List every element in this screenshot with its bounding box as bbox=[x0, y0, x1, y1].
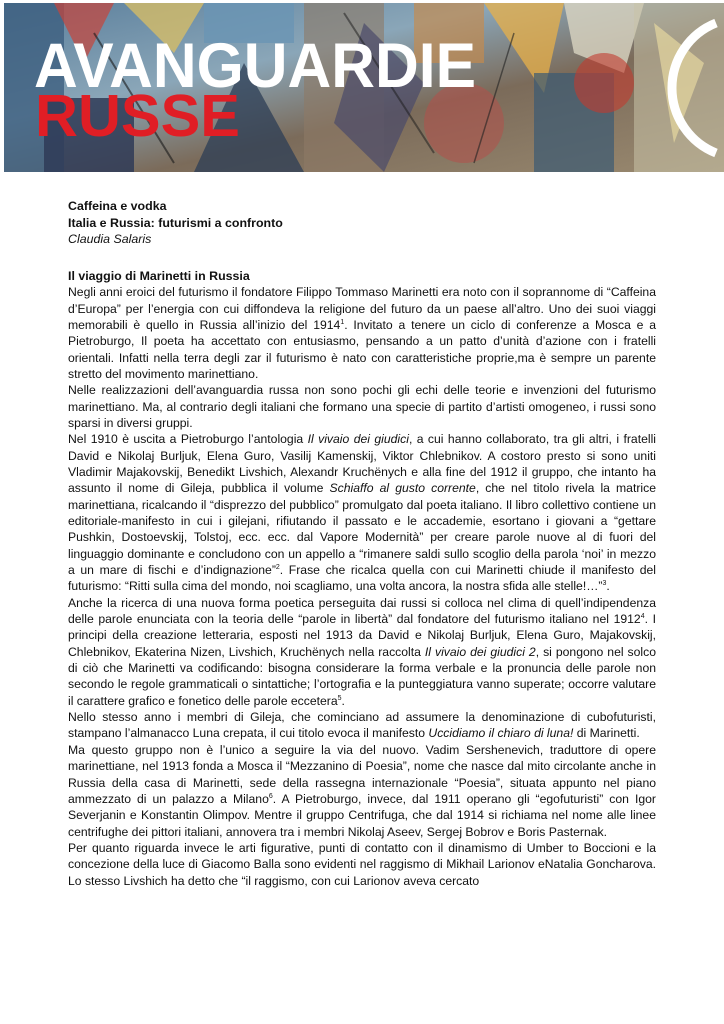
article-text bbox=[68, 284, 656, 889]
text-run: , si pongono nel solco di ciò che Marinetti va codificando: bisogna considerare la forma verbale e la pronuncia delle parole non secondo le regole grammaticali o sintattiche; l’ortografia e la punteggiatura vanno superate; occorre valutare il carattere grafico e fonetico delle parole eccetera bbox=[68, 644, 656, 708]
book-title: Schiaffo al gusto corrente bbox=[329, 481, 476, 496]
text-run: Negli anni eroici del futurismo il fondatore Filippo Tommaso Marinetti era noto con il soprannome di “Caffeina d’Europa” per l’energia con cui diffondeva la religione del futuro da un paese all’altro. Uno dei suoi viaggi memorabili è quello in Russia all’inizio del 1914 bbox=[68, 285, 656, 332]
footnote-ref: 4 bbox=[640, 613, 645, 621]
text-run: . Frase che ricalca quella con cui Marinetti chiude il manifesto del futurismo: “Ritti sulla cima del mondo, noi scagliamo, una volta ancora, la nostra sfida alle stelle!…” bbox=[68, 563, 656, 594]
paragraph-5 bbox=[68, 709, 656, 742]
book-title: Uccidiamo il chiaro di luna! bbox=[428, 726, 574, 741]
text-run: . bbox=[341, 693, 345, 708]
article-title: Caffeina e vodka bbox=[68, 199, 167, 213]
text-run: Anche la ricerca di una nuova forma poetica perseguita dai russi si colloca nel clima di quell’indipendenza delle parole enunciata con la teoria delle “parole in libertà” dal fondatore del futurismo italiano nel 1912 bbox=[68, 595, 656, 627]
text-run: . A Pietroburgo, invece, dal 1911 operano gli “egofuturisti” con Igor Severjanin e Konstantin Olimpov. Mentre il gruppo Centrifuga, che dal 1914 si richiama nel nome alle linee centrifughe dei pittori italiani, annovera tra i membri Nikolaj Aseev, Sergej Bobrov e Boris Pasternak. bbox=[68, 791, 656, 839]
text-run: . bbox=[606, 579, 610, 594]
paragraph-6 bbox=[68, 742, 656, 840]
footnote-ref: 1 bbox=[340, 318, 345, 326]
banner-title-line1: AVANGUARDIE bbox=[34, 31, 476, 101]
footnote-ref: 5 bbox=[337, 694, 342, 702]
book-title: Il vivaio dei giudici 2 bbox=[424, 644, 536, 659]
text-run: Nello stesso anno i membri di Gileja, che cominciano ad assumere la denominazione di cubofuturisti, stampano l’almanacco Luna crepata, il cui titolo evoca il manifesto bbox=[68, 710, 656, 741]
footnote-ref: 2 bbox=[275, 564, 280, 572]
header-banner bbox=[4, 3, 724, 172]
paragraph-2: Nelle realizzazioni dell’avanguardia russa non sono pochi gli echi delle teorie e invenzioni del futurismo marinettiano. Ma, al contrario degli italiani che formano una specie di partito d’artisti omogeneo, i russi sono sparsi in diversi gruppi. bbox=[68, 383, 656, 430]
paragraph-3 bbox=[68, 431, 656, 594]
banner-title-line2: RUSSE bbox=[35, 83, 240, 149]
text-run: di Marinetti. bbox=[573, 726, 640, 741]
paragraph-1 bbox=[68, 284, 656, 382]
article-subtitle: Italia e Russia: futurismi a confronto bbox=[68, 215, 283, 230]
article-header bbox=[68, 198, 656, 248]
text-run: Ma questo gruppo non è l’unico a seguire la via del nuovo. Vadim Sershenevich, traduttore di opere marinettiane, nel 1913 fonda a Mosca il “Mezzanino di Poesia”, nome che nasce dal mito circolante anche in Russia della casa di Marinetti, sede della rassegna internazionale “Poesia”, situata appunto nel piano ammezzato di un palazzo a Milano bbox=[68, 742, 656, 806]
paragraph-4 bbox=[68, 595, 656, 709]
footnote-ref: 6 bbox=[268, 792, 273, 800]
document-body bbox=[68, 198, 656, 889]
article-author: Claudia Salaris bbox=[68, 232, 152, 247]
text-run: Nel 1910 è uscita a Pietroburgo l’antologia bbox=[68, 432, 308, 447]
kandinsky-painting-image bbox=[4, 3, 724, 172]
text-run: , che nel titolo rivela la matrice marinettiana, ricalcando il “disprezzo del pubblico” promulgato dal poeta italiano. Il libro collettivo contiene un editoriale-manifesto in cui i gilejani, rifiutando il passato e le accademie, esortano i giovani a “gettare Pushkin, Dostoevskij, Tolstoj, ecc. ecc. dal Vapore Modernità” per creare parole nuove al di fuori del linguaggio dominante e concludono con un appello a “rimanere saldi sullo scoglio della parola ‘noi’ in mezzo a un mare di fischi e d’indignazione” bbox=[68, 481, 656, 578]
text-run: , a cui hanno collaborato, tra gli altri, i fratelli David e Nikolaj Burljuk, Elena Guro, Vasilij Kamenskij, Viktor Chlebnikov. A costoro presto si sono uniti Vladimir Majakovskij, Benedikt Livshich, Alexandr Kruchënych e alla fine del 1912 il gruppo, che intanto ha assunto il nome di Gileja, pubblica il volume bbox=[68, 432, 656, 496]
footnote-ref: 3 bbox=[602, 580, 607, 588]
paragraph-7: Per quanto riguarda invece le arti figurative, punti di contatto con il dinamismo di Umber to Boccioni e la concezione della luce di Giacomo Balla sono evidenti nel raggismo di Mikhail Larionov eNatalia Goncharova. Lo stesso Livshich ha detto che “il raggismo, con cui Larionov aveva cercato bbox=[68, 840, 656, 888]
book-title: Il vivaio dei giudici bbox=[307, 432, 409, 447]
text-run: . I principi della creazione letteraria, esposti nel 1913 da David e Nikolaj Burljuk, Elena Guro, Majakovskij, Chlebnikov, Ekaterina Nizen, Livshich, Kruchënych nella raccolta bbox=[68, 612, 656, 659]
section-title: Il viaggio di Marinetti in Russia bbox=[68, 268, 250, 283]
text-run: . Invitato a tenere un ciclo di conferenze a Mosca e a Pietroburgo, Il poeta ha accettato con entusiasmo, pensando a un patto d’unità d’azione con i fratelli orientali. Infatti nella terra degli zar il futurismo è nato con caratteristiche proprie,ma è sempre un parente stretto del movimento marinettiano. bbox=[68, 317, 656, 381]
